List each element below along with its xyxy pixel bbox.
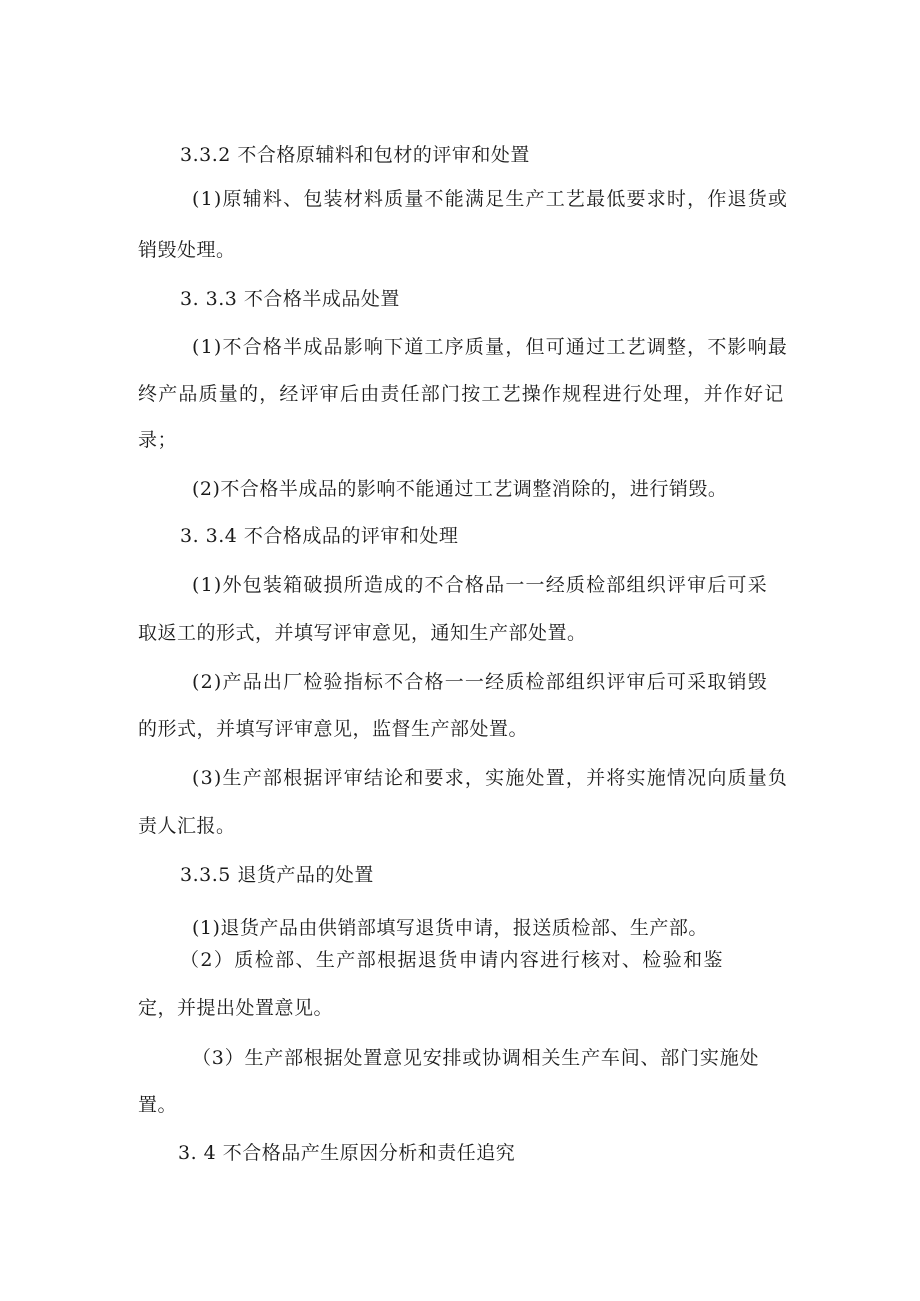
paragraph-line: 的形式，并填写评审意见，监督生产部处置。: [138, 718, 529, 740]
paragraph-line: （3）生产部根据处置意见安排或协调相关生产车间、部门实施处: [192, 1047, 760, 1069]
section-heading-3-3-5: 3.3.5 退货产品的处置: [180, 864, 374, 886]
section-heading-3-3-2: 3.3.2 不合格原辅料和包材的评审和处置: [180, 144, 530, 166]
paragraph-line: (2)产品出厂检验指标不合格一一经质检部组织评审后可采取销毁: [192, 671, 768, 693]
paragraph-line: 责人汇报。: [138, 815, 236, 837]
paragraph-line: 取返工的形式，并填写评审意见，通知生产部处置。: [138, 622, 587, 644]
paragraph-line: 置。: [138, 1094, 178, 1116]
paragraph-line: 录；: [138, 429, 178, 451]
section-heading-3-3-4: 3. 3.4 不合格成品的评审和处理: [180, 525, 459, 547]
section-heading-3-3-3: 3. 3.3 不合格半成品处置: [180, 288, 400, 310]
paragraph-line: 终产品质量的，经评审后由责任部门按工艺操作规程进行处理，并作好记: [138, 383, 785, 405]
paragraph-line: （2）质检部、生产部根据退货申请内容进行核对、检验和鉴: [180, 949, 724, 971]
paragraph-line: 销毁处理。: [138, 239, 236, 261]
paragraph-line: (3)生产部根据评审结论和要求，实施处置，并将实施情况向质量负: [192, 767, 789, 789]
section-heading-3-4: 3. 4 不合格品产生原因分析和责任追究: [178, 1142, 516, 1164]
paragraph-line: (1)原辅料、包装材料质量不能满足生产工艺最低要求时，作退货或: [192, 188, 789, 210]
paragraph-line: (1)外包装箱破损所造成的不合格品一一经质检部组织评审后可采: [192, 574, 768, 596]
paragraph-line: (1)不合格半成品影响下道工序质量，但可通过工艺调整，不影响最: [192, 336, 789, 358]
paragraph-line: (1)退货产品由供销部填写退货申请，报送质检部、生产部。: [192, 917, 708, 939]
paragraph-line: 定，并提出处置意见。: [138, 997, 334, 1019]
paragraph-line: (2)不合格半成品的影响不能通过工艺调整消除的，进行销毁。: [192, 478, 728, 500]
